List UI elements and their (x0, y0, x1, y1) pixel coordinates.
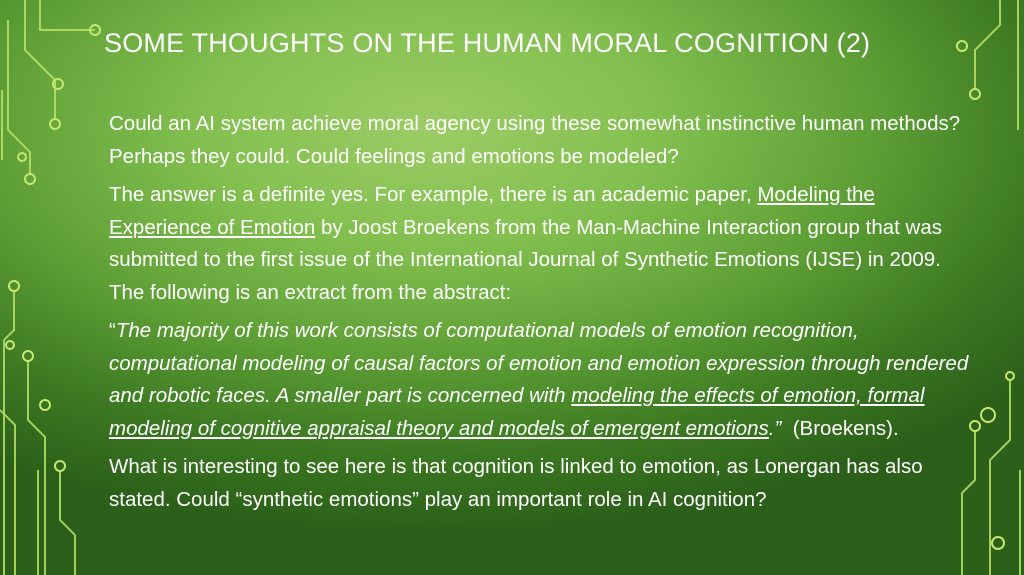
left-circuit-lines (0, 0, 95, 575)
paper-title-link[interactable]: Modeling the Experience of Emotion (109, 183, 875, 239)
answer-text-start: The answer is a definite yes. For example, there is an academic paper, (109, 183, 758, 206)
quote-text: The majority of this work consists of computational models of emotion recognition, computational modeling of causal factors of emotion and emotion expression through rendered and robotic faces. A smaller part is concerned with (109, 319, 969, 407)
quote-citation: (Broekens). (781, 416, 899, 440)
quote-underlined-text: modeling the effects of emotion, formal modeling of cognitive appraisal theory and models of emergent emotions (109, 384, 925, 440)
paragraph-answer (109, 179, 979, 309)
paragraph-question: Could an AI system achieve moral agency using these somewhat instinctive human methods? Perhaps they could. Could feelings and emotions be modeled? (109, 112, 961, 168)
quote-close-mark: .” (768, 416, 782, 440)
abstract-quote (109, 315, 979, 445)
slide-title: SOME THOUGHTS ON THE HUMAN MORAL COGNITION (2) (104, 28, 871, 58)
answer-text-end: by Joost Broekens from the Man-Machine Interaction group that was submitted to the first issue of the International Journal of Synthetic Emotions (IJSE) in 2009. The following is an extract from the abstract: (109, 215, 942, 304)
left-circuit-nodes (6, 25, 100, 471)
paragraph-conclusion: What is interesting to see here is that cognition is linked to emotion, as Lonergan has also stated. Could “synthetic emotions” play an important role in AI cognition? (109, 455, 923, 511)
quote-open-mark: “ (109, 319, 116, 342)
slide-body (109, 108, 979, 522)
